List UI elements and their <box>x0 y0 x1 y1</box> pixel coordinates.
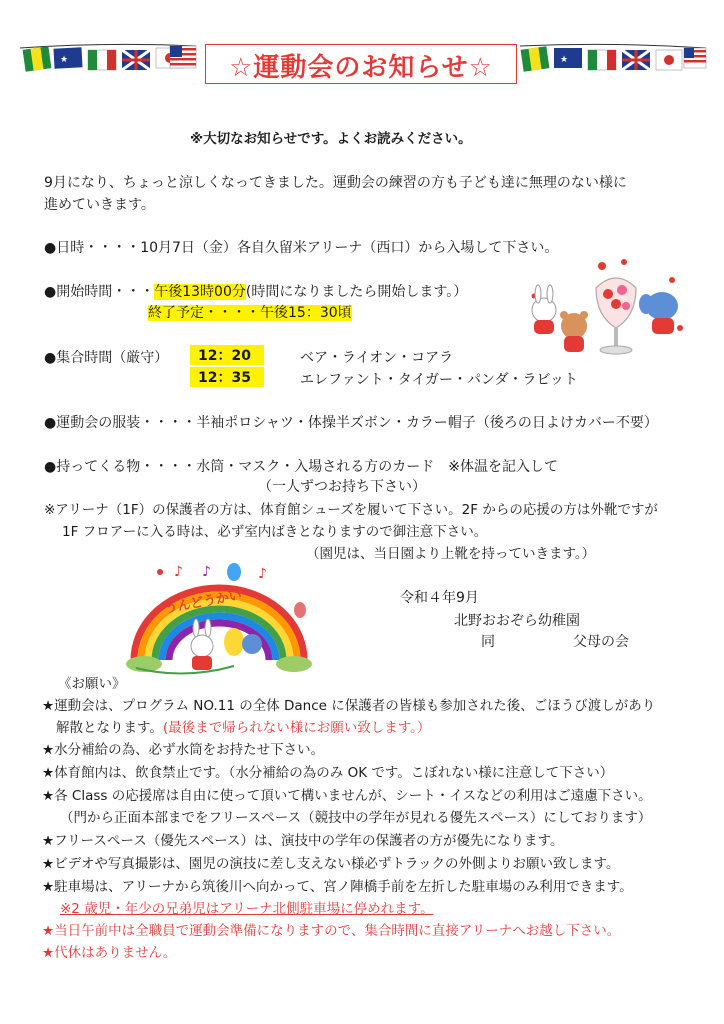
intro-line-1: 9月になり、ちょっと涼しくなってきました。運動会の練習の方も子ども達に無理のない様に <box>44 175 627 191</box>
end-time-line <box>148 302 352 322</box>
start-time-line <box>44 281 467 301</box>
clothing-line: ●運動会の服装・・・・半袖ポロシャツ・体操半ズボン・カラー帽子（後ろの日よけカバー不要） <box>44 415 658 431</box>
assembly-time-1: 12：20 <box>190 345 264 365</box>
animals-cheer-illustration-icon <box>524 258 694 362</box>
start-label: ●開始時間・・・ <box>44 284 155 300</box>
arena-note-2: 1F フロアーに入る時は、必ず室内ばきとなりますので御注意下さい。 <box>62 524 488 540</box>
svg-text:★: ★ <box>60 55 69 65</box>
request-item-text: 解散となります。 <box>56 720 163 736</box>
request-item: ★体育館内は、飲食禁止です。（水分補給の為のみ OK です。こぼれない様に注意して下さい） <box>42 765 614 781</box>
svg-text:♪: ♪ <box>202 564 211 580</box>
svg-text:★: ★ <box>560 55 569 65</box>
request-item: ★運動会は、プログラム NO.11 の全体 Dance に保護者の皆様も参加された後、ごほうび渡しがあり <box>42 698 656 714</box>
request-item: ★各 Class の応援席は自由に使って頂いて構いませんが、シート・イスなどの利用はご遠慮下さい。 <box>42 788 652 804</box>
request-item: ★フリースペース（優先スペース）は、演技中の学年の保護者の方が優先になります。 <box>42 833 564 849</box>
start-time-highlight: 午後13時00分 <box>154 284 246 300</box>
rainbow-illustration-icon <box>124 560 314 684</box>
request-item <box>56 716 430 736</box>
signature-date: 令和４年9月 <box>400 590 479 606</box>
end-time-highlight: 終了予定・・・・午後15：30頃 <box>148 305 352 321</box>
title-box <box>205 44 517 84</box>
svg-text:♪: ♪ <box>258 566 267 582</box>
request-item-red: ※2 歳児・年少の兄弟児はアリーナ北側駐車場に停めれます。 <box>60 901 434 917</box>
signature-org: 北野おおぞら幼稚園 <box>454 613 580 629</box>
request-item: ★駐車場は、アリーナから筑後川へ向かって、宮ノ陣橋手前を左折した駐車場のみ利用できます。 <box>42 879 633 895</box>
request-item: （門から正面本部までをフリースペース（競技中の学年が見れる優先スペース）にしております） <box>60 810 652 826</box>
intro-line-2: 進めていきます。 <box>44 197 155 213</box>
svg-text:♪: ♪ <box>174 564 183 580</box>
flag-bunting-right-icon <box>518 40 708 84</box>
date-line: ●日時・・・・10月7日（金）各自久留米アリーナ（西口）から入場して下さい。 <box>44 240 559 256</box>
assembly-label: ●集合時間（厳守） <box>44 350 169 366</box>
arena-note-1: ※アリーナ（1F）の保護者の方は、体育館シューズを履いて下さい。2F からの応援の方は外靴ですが <box>44 502 658 518</box>
start-note: (時間になりましたら開始します。） <box>245 284 468 300</box>
flag-us-left-icon <box>168 40 198 74</box>
request-item-red: (最後まで帰られない様にお願い致します。） <box>162 720 431 736</box>
signature-parents: 父母の会 <box>573 634 629 650</box>
signature-same: 同 <box>481 634 495 650</box>
assembly-groups-2: エレファント・タイガー・パンダ・ラビット <box>300 372 578 388</box>
important-notice: ※大切なお知らせです。よくお読みください。 <box>190 131 472 147</box>
assembly-groups-1: ベア・ライオン・コアラ <box>300 350 454 366</box>
request-item: ★水分補給の為、必ず水筒をお持たせ下さい。 <box>42 742 325 758</box>
request-item-red: ★当日午前中は全職員で運動会準備になりますので、集合時間に直接アリーナへお越し下さい。 <box>42 923 621 939</box>
arena-note-3: （園児は、当日園より上靴を持っていきます。） <box>306 546 596 562</box>
assembly-time-2: 12：35 <box>190 367 264 387</box>
request-item-red: ★代休はありません。 <box>42 945 177 961</box>
page-title: ☆運動会のお知らせ☆ <box>229 53 493 83</box>
bring-note: （一人ずつお持ち下さい） <box>258 479 426 495</box>
bring-line: ●持ってくる物・・・・水筒・マスク・入場される方のカード ※体温を記入して <box>44 459 558 475</box>
requests-title: 《お願い》 <box>58 676 126 692</box>
rainbow-text: うんどうかい <box>163 588 244 617</box>
request-item: ★ビデオや写真撮影は、園児の演技に差し支えない様必ずトラックの外側よりお願い致します。 <box>42 856 620 872</box>
